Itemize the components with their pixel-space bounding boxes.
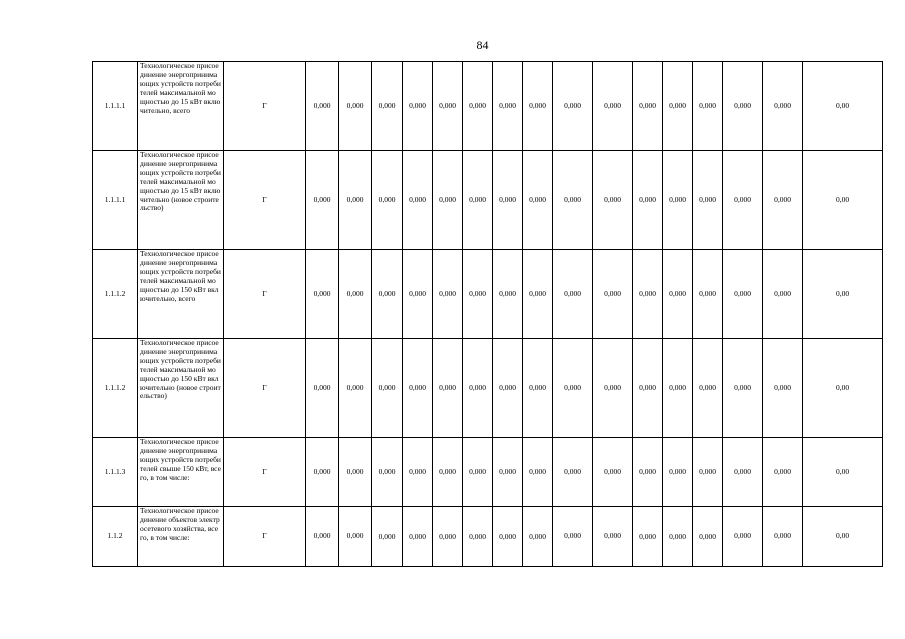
cell-value: 0,000 bbox=[306, 438, 339, 507]
cell-value: 0,000 bbox=[553, 62, 593, 151]
cell-code: 1.1.1.2 bbox=[93, 339, 138, 438]
cell-value: 0,000 bbox=[403, 151, 433, 250]
cell-value: 0,000 bbox=[693, 507, 723, 567]
cell-value: 0,000 bbox=[763, 438, 803, 507]
cell-value: 0,000 bbox=[403, 507, 433, 567]
cell-value: 0,00 bbox=[803, 339, 883, 438]
page-number: 84 bbox=[476, 38, 489, 52]
cell-code: 1.1.1.3 bbox=[93, 438, 138, 507]
cell-value: 0,000 bbox=[372, 507, 403, 567]
cell-value: 0,000 bbox=[553, 438, 593, 507]
cell-value: 0,000 bbox=[593, 151, 633, 250]
cell-value: 0,000 bbox=[403, 438, 433, 507]
cell-value: 0,000 bbox=[763, 339, 803, 438]
cell-value: 0,000 bbox=[463, 250, 493, 339]
cell-name: Технологическое присоединение энергопринимающих устройств потребителей свыше 150 кВт, всего, в том числе: bbox=[138, 438, 224, 507]
cell-value: 0,000 bbox=[723, 62, 763, 151]
cell-value: 0,000 bbox=[523, 339, 553, 438]
cell-value: 0,000 bbox=[493, 438, 523, 507]
cell-value: 0,000 bbox=[693, 339, 723, 438]
cell-value: 0,000 bbox=[463, 339, 493, 438]
cell-value: 0,000 bbox=[403, 339, 433, 438]
cell-value: 0,000 bbox=[433, 151, 463, 250]
cell-value: 0,000 bbox=[663, 339, 693, 438]
cell-value: 0,000 bbox=[523, 62, 553, 151]
cell-value: 0,000 bbox=[463, 438, 493, 507]
cell-unit: Г bbox=[224, 339, 306, 438]
cell-name: Технологическое присоединение энергопринимающих устройств потребителей максимальной мощностью до 15 кВт включительно (новое строительство) bbox=[138, 151, 224, 250]
cell-value: 0,000 bbox=[663, 250, 693, 339]
cell-value: 0,000 bbox=[372, 438, 403, 507]
cell-value: 0,000 bbox=[339, 507, 372, 567]
cell-value: 0,000 bbox=[763, 507, 803, 567]
cell-value: 0,000 bbox=[523, 250, 553, 339]
cell-value: 0,000 bbox=[693, 62, 723, 151]
cell-value: 0,000 bbox=[663, 438, 693, 507]
cell-value: 0,000 bbox=[493, 507, 523, 567]
cell-value: 0,000 bbox=[633, 339, 663, 438]
cell-unit: Г bbox=[224, 62, 306, 151]
cell-value: 0,000 bbox=[372, 62, 403, 151]
cell-value: 0,000 bbox=[723, 151, 763, 250]
cell-value: 0,000 bbox=[306, 339, 339, 438]
cell-value: 0,000 bbox=[553, 250, 593, 339]
cell-value: 0,000 bbox=[372, 151, 403, 250]
cell-value: 0,000 bbox=[633, 62, 663, 151]
cell-value: 0,000 bbox=[433, 507, 463, 567]
cell-value: 0,000 bbox=[593, 507, 633, 567]
table-row bbox=[93, 507, 883, 567]
cell-value: 0,000 bbox=[693, 250, 723, 339]
cell-value: 0,00 bbox=[803, 151, 883, 250]
cell-value: 0,00 bbox=[803, 507, 883, 567]
cell-value: 0,000 bbox=[593, 62, 633, 151]
cell-value: 0,000 bbox=[523, 151, 553, 250]
cell-value: 0,000 bbox=[763, 151, 803, 250]
cell-value: 0,000 bbox=[339, 62, 372, 151]
cell-value: 0,000 bbox=[306, 151, 339, 250]
table-row bbox=[93, 151, 883, 250]
cell-value: 0,000 bbox=[493, 62, 523, 151]
cell-value: 0,000 bbox=[663, 62, 693, 151]
cell-value: 0,000 bbox=[306, 250, 339, 339]
cell-value: 0,00 bbox=[803, 62, 883, 151]
cell-value: 0,000 bbox=[693, 151, 723, 250]
cell-value: 0,00 bbox=[803, 438, 883, 507]
cell-value: 0,000 bbox=[723, 438, 763, 507]
cell-value: 0,000 bbox=[663, 507, 693, 567]
table-body bbox=[93, 62, 883, 567]
cell-value: 0,000 bbox=[593, 438, 633, 507]
cell-code: 1.1.1.2 bbox=[93, 250, 138, 339]
cell-value: 0,000 bbox=[723, 339, 763, 438]
cell-value: 0,000 bbox=[306, 62, 339, 151]
cell-code: 1.1.1.1 bbox=[93, 151, 138, 250]
cell-value: 0,000 bbox=[433, 250, 463, 339]
cell-value: 0,000 bbox=[493, 250, 523, 339]
cell-value: 0,000 bbox=[463, 151, 493, 250]
cell-value: 0,000 bbox=[553, 507, 593, 567]
cell-value: 0,000 bbox=[463, 62, 493, 151]
cell-value: 0,000 bbox=[723, 507, 763, 567]
cell-value: 0,000 bbox=[339, 151, 372, 250]
cell-name: Технологическое присоединение энергопринимающих устройств потребителей максимальной мощностью до 150 кВт включительно, всего bbox=[138, 250, 224, 339]
cell-value: 0,000 bbox=[763, 250, 803, 339]
cell-value: 0,000 bbox=[633, 507, 663, 567]
cell-value: 0,000 bbox=[723, 250, 763, 339]
cell-value: 0,000 bbox=[372, 339, 403, 438]
cell-name: Технологическое присоединение энергопринимающих устройств потребителей максимальной мощностью до 150 кВт включительно (новое строительство) bbox=[138, 339, 224, 438]
cell-value: 0,000 bbox=[593, 250, 633, 339]
cell-value: 0,000 bbox=[493, 339, 523, 438]
cell-value: 0,000 bbox=[463, 507, 493, 567]
cell-code: 1.1.1.1 bbox=[93, 62, 138, 151]
cell-value: 0,000 bbox=[553, 151, 593, 250]
table-row bbox=[93, 438, 883, 507]
cell-unit: Г bbox=[224, 151, 306, 250]
cell-code: 1.1.2 bbox=[93, 507, 138, 567]
cell-value: 0,000 bbox=[633, 151, 663, 250]
cell-value: 0,000 bbox=[306, 507, 339, 567]
data-table bbox=[92, 61, 883, 567]
cell-value: 0,000 bbox=[339, 438, 372, 507]
table-row bbox=[93, 62, 883, 151]
cell-unit: Г bbox=[224, 438, 306, 507]
table-row bbox=[93, 250, 883, 339]
table-row bbox=[93, 339, 883, 438]
cell-value: 0,000 bbox=[523, 438, 553, 507]
cell-name: Технологическое присоединение энергопринимающих устройств потребителей максимальной мощностью до 15 кВт включительно, всего bbox=[138, 62, 224, 151]
cell-value: 0,000 bbox=[493, 151, 523, 250]
cell-value: 0,000 bbox=[693, 438, 723, 507]
cell-value: 0,000 bbox=[553, 339, 593, 438]
cell-value: 0,000 bbox=[763, 62, 803, 151]
cell-unit: Г bbox=[224, 250, 306, 339]
cell-value: 0,000 bbox=[403, 250, 433, 339]
cell-value: 0,000 bbox=[403, 62, 433, 151]
cell-value: 0,000 bbox=[593, 339, 633, 438]
cell-value: 0,000 bbox=[433, 339, 463, 438]
cell-unit: Г bbox=[224, 507, 306, 567]
cell-value: 0,000 bbox=[339, 250, 372, 339]
cell-value: 0,000 bbox=[633, 438, 663, 507]
cell-value: 0,000 bbox=[523, 507, 553, 567]
cell-value: 0,000 bbox=[433, 62, 463, 151]
cell-value: 0,000 bbox=[339, 339, 372, 438]
cell-value: 0,000 bbox=[663, 151, 693, 250]
cell-value: 0,00 bbox=[803, 250, 883, 339]
cell-name: Технологическое присоединение объектов электросетевого хозяйства, всего, в том числе: bbox=[138, 507, 224, 567]
cell-value: 0,000 bbox=[433, 438, 463, 507]
cell-value: 0,000 bbox=[372, 250, 403, 339]
cell-value: 0,000 bbox=[633, 250, 663, 339]
